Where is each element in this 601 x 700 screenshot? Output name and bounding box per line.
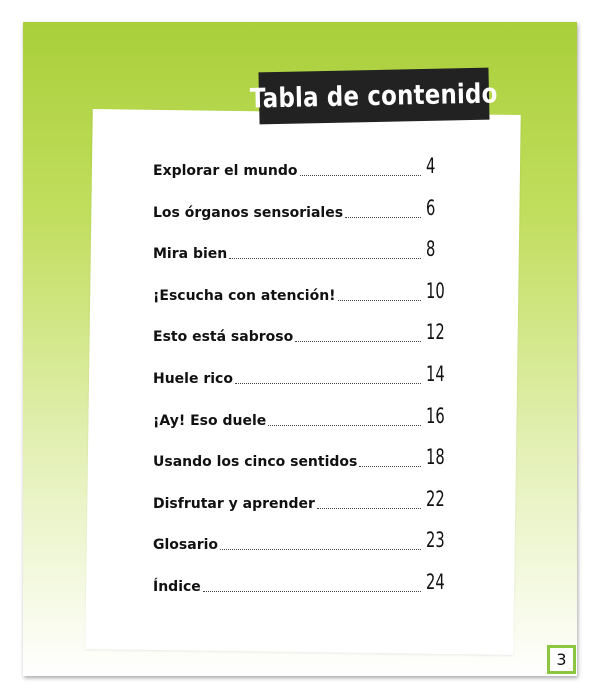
toc-page-number: 12	[426, 320, 445, 345]
toc-label: Disfrutar y aprender	[153, 495, 315, 512]
page-title: Tabla de contenido	[249, 77, 499, 115]
toc-label: Huele rico	[153, 370, 233, 387]
toc-leader-dots	[220, 549, 421, 550]
page-number-box	[547, 645, 576, 674]
toc-entry[interactable]	[153, 278, 453, 323]
toc-leader-dots	[338, 300, 421, 301]
toc-page-number: 10	[426, 278, 445, 303]
toc-entry[interactable]	[153, 447, 453, 489]
table-of-contents	[153, 156, 453, 614]
toc-page-number: 16	[426, 403, 445, 428]
toc-leader-dots	[229, 258, 421, 259]
toc-label: Glosario	[153, 537, 219, 554]
toc-leader-dots	[235, 383, 421, 384]
toc-leader-dots	[345, 217, 421, 218]
toc-entry[interactable]	[153, 530, 453, 572]
toc-page-number: 24	[426, 569, 445, 594]
toc-label: Los órganos sensoriales	[153, 204, 344, 221]
toc-page-number: 4	[426, 154, 436, 178]
toc-entry[interactable]	[153, 361, 453, 406]
toc-label: Explorar el mundo	[153, 163, 298, 179]
toc-entry[interactable]	[153, 569, 453, 614]
toc-leader-dots	[317, 508, 421, 509]
toc-leader-dots	[203, 591, 421, 592]
toc-entry[interactable]	[153, 486, 453, 531]
toc-label: Usando los cinco sentidos	[153, 454, 358, 471]
toc-label: Esto está sabroso	[153, 329, 294, 346]
toc-entry[interactable]	[153, 156, 453, 198]
page-number: 3	[556, 649, 567, 669]
toc-page-number: 6	[426, 195, 436, 220]
toc-label: Índice	[153, 578, 201, 595]
toc-label: ¡Escucha con atención!	[153, 287, 336, 304]
toc-leader-dots	[300, 175, 422, 176]
toc-page-number: 14	[426, 361, 445, 386]
toc-page-number: 8	[426, 237, 436, 262]
toc-label: ¡Ay! Eso duele	[153, 412, 267, 429]
toc-leader-dots	[359, 466, 421, 467]
toc-label: Mira bien	[153, 246, 228, 263]
toc-page-number: 23	[426, 528, 445, 553]
toc-entry[interactable]	[153, 322, 453, 364]
toc-page-number: 22	[426, 486, 445, 511]
toc-entry[interactable]	[153, 239, 453, 281]
toc-entry[interactable]	[153, 195, 453, 240]
toc-leader-dots	[268, 425, 421, 426]
title-banner	[249, 68, 499, 125]
toc-page-number: 18	[426, 445, 445, 470]
toc-leader-dots	[295, 341, 421, 342]
toc-entry[interactable]	[153, 403, 453, 448]
